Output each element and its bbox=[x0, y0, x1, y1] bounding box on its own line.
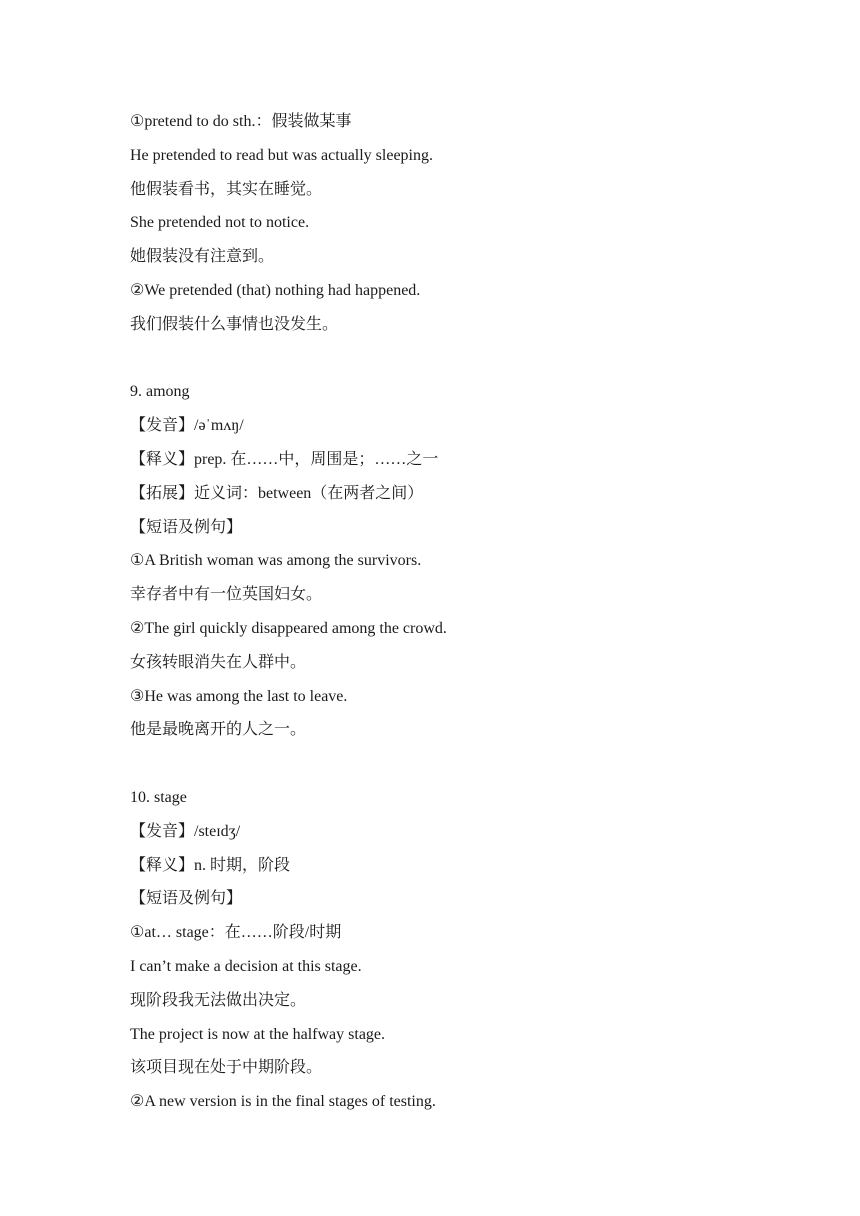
section-stage bbox=[130, 784, 750, 1122]
phrases-heading: 【短语及例句】 bbox=[130, 890, 243, 908]
example-sentence: ②A new version is in the final stages of testing. bbox=[130, 1093, 436, 1111]
example-sentence: ②The girl quickly disappeared among the crowd. bbox=[130, 619, 447, 637]
example-sentence: ②We pretended (that) nothing had happened. bbox=[130, 281, 421, 299]
definition: 【释义】prep. 在……中，周围是；……之一 bbox=[130, 450, 439, 468]
example-translation: 她假装没有注意到。 bbox=[130, 248, 275, 266]
example-sentence: I can’t make a decision at this stage. bbox=[130, 957, 362, 975]
example-translation: 幸存者中有一位英国妇女。 bbox=[130, 586, 323, 604]
example-translation: 该项目现在处于中期阶段。 bbox=[130, 1059, 323, 1077]
example-translation: 女孩转眼消失在人群中。 bbox=[130, 653, 307, 671]
example-translation: 他假装看书，其实在睡觉。 bbox=[130, 180, 323, 198]
section-pretend bbox=[130, 108, 750, 345]
example-translation: 现阶段我无法做出决定。 bbox=[130, 991, 307, 1009]
phrase-heading: ①at… stage：在……阶段/时期 bbox=[130, 924, 342, 942]
document-content bbox=[130, 108, 750, 1122]
example-sentence: She pretended not to notice. bbox=[130, 214, 310, 232]
example-translation: 他是最晚离开的人之一。 bbox=[130, 721, 307, 739]
section-spacer bbox=[130, 345, 750, 379]
extension: 【拓展】近义词：between（在两者之间） bbox=[130, 484, 424, 502]
phrase-heading: ①pretend to do sth.：假装做某事 bbox=[130, 113, 352, 130]
word-heading: 9. among bbox=[130, 383, 190, 401]
word-heading: 10. stage bbox=[130, 788, 187, 806]
example-sentence: ③He was among the last to leave. bbox=[130, 687, 348, 705]
example-sentence: ①A British woman was among the survivors. bbox=[130, 552, 422, 570]
section-among bbox=[130, 378, 750, 750]
pronunciation: 【发音】/əˈmʌŋ/ bbox=[130, 417, 244, 435]
phrases-heading: 【短语及例句】 bbox=[130, 518, 243, 536]
section-spacer bbox=[130, 750, 750, 784]
pronunciation: 【发音】/steɪdʒ/ bbox=[130, 822, 241, 840]
definition: 【释义】n. 时期，阶段 bbox=[130, 856, 291, 874]
example-sentence: The project is now at the halfway stage. bbox=[130, 1025, 386, 1043]
example-translation: 我们假装什么事情也没发生。 bbox=[130, 315, 339, 333]
example-sentence: He pretended to read but was actually sleeping. bbox=[130, 146, 433, 164]
